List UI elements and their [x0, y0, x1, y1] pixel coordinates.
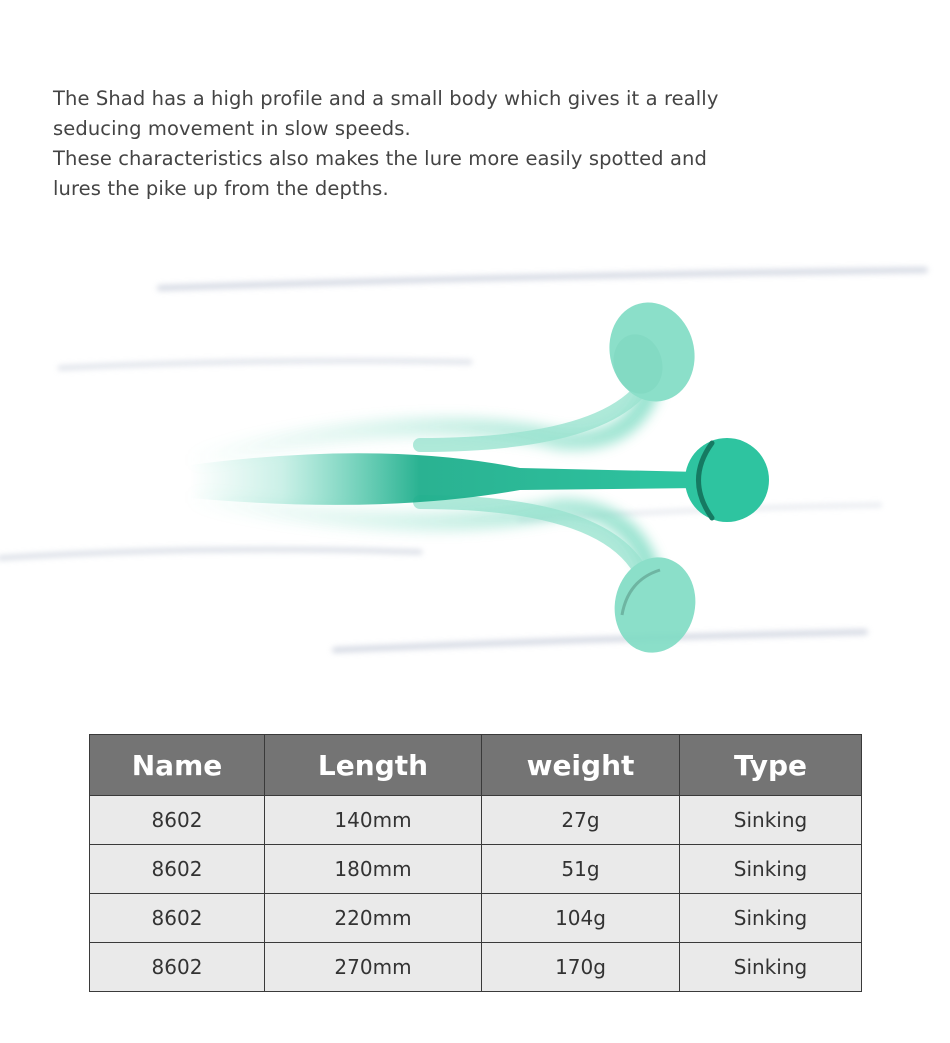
column-header-weight: weight	[482, 735, 680, 796]
product-description	[53, 84, 873, 204]
cell-type: Sinking	[680, 943, 862, 992]
cell-type: Sinking	[680, 796, 862, 845]
cell-weight: 27g	[482, 796, 680, 845]
cell-name: 8602	[90, 943, 265, 992]
column-header-type: Type	[680, 735, 862, 796]
table-row	[90, 894, 862, 943]
description-line: seducing movement in slow speeds.	[53, 117, 411, 140]
cell-length: 180mm	[265, 845, 482, 894]
table-header-row	[90, 735, 862, 796]
cell-type: Sinking	[680, 894, 862, 943]
tail-ghost-upper	[185, 293, 706, 462]
tail-ghost-lower	[185, 496, 704, 660]
cell-weight: 170g	[482, 943, 680, 992]
table-row	[90, 845, 862, 894]
cell-length: 270mm	[265, 943, 482, 992]
description-line: These characteristics also makes the lure more easily spotted and	[53, 147, 707, 170]
column-header-length: Length	[265, 735, 482, 796]
description-line: lures the pike up from the depths.	[53, 177, 389, 200]
description-line: The Shad has a high profile and a small body which gives it a really	[53, 87, 719, 110]
cell-name: 8602	[90, 894, 265, 943]
cell-type: Sinking	[680, 845, 862, 894]
shad-tail-motion-illustration	[0, 240, 950, 680]
cell-length: 140mm	[265, 796, 482, 845]
specs-table	[89, 734, 862, 992]
cell-name: 8602	[90, 796, 265, 845]
cell-name: 8602	[90, 845, 265, 894]
column-header-name: Name	[90, 735, 265, 796]
table-row	[90, 796, 862, 845]
cell-weight: 51g	[482, 845, 680, 894]
cell-weight: 104g	[482, 894, 680, 943]
table-row	[90, 943, 862, 992]
cell-length: 220mm	[265, 894, 482, 943]
